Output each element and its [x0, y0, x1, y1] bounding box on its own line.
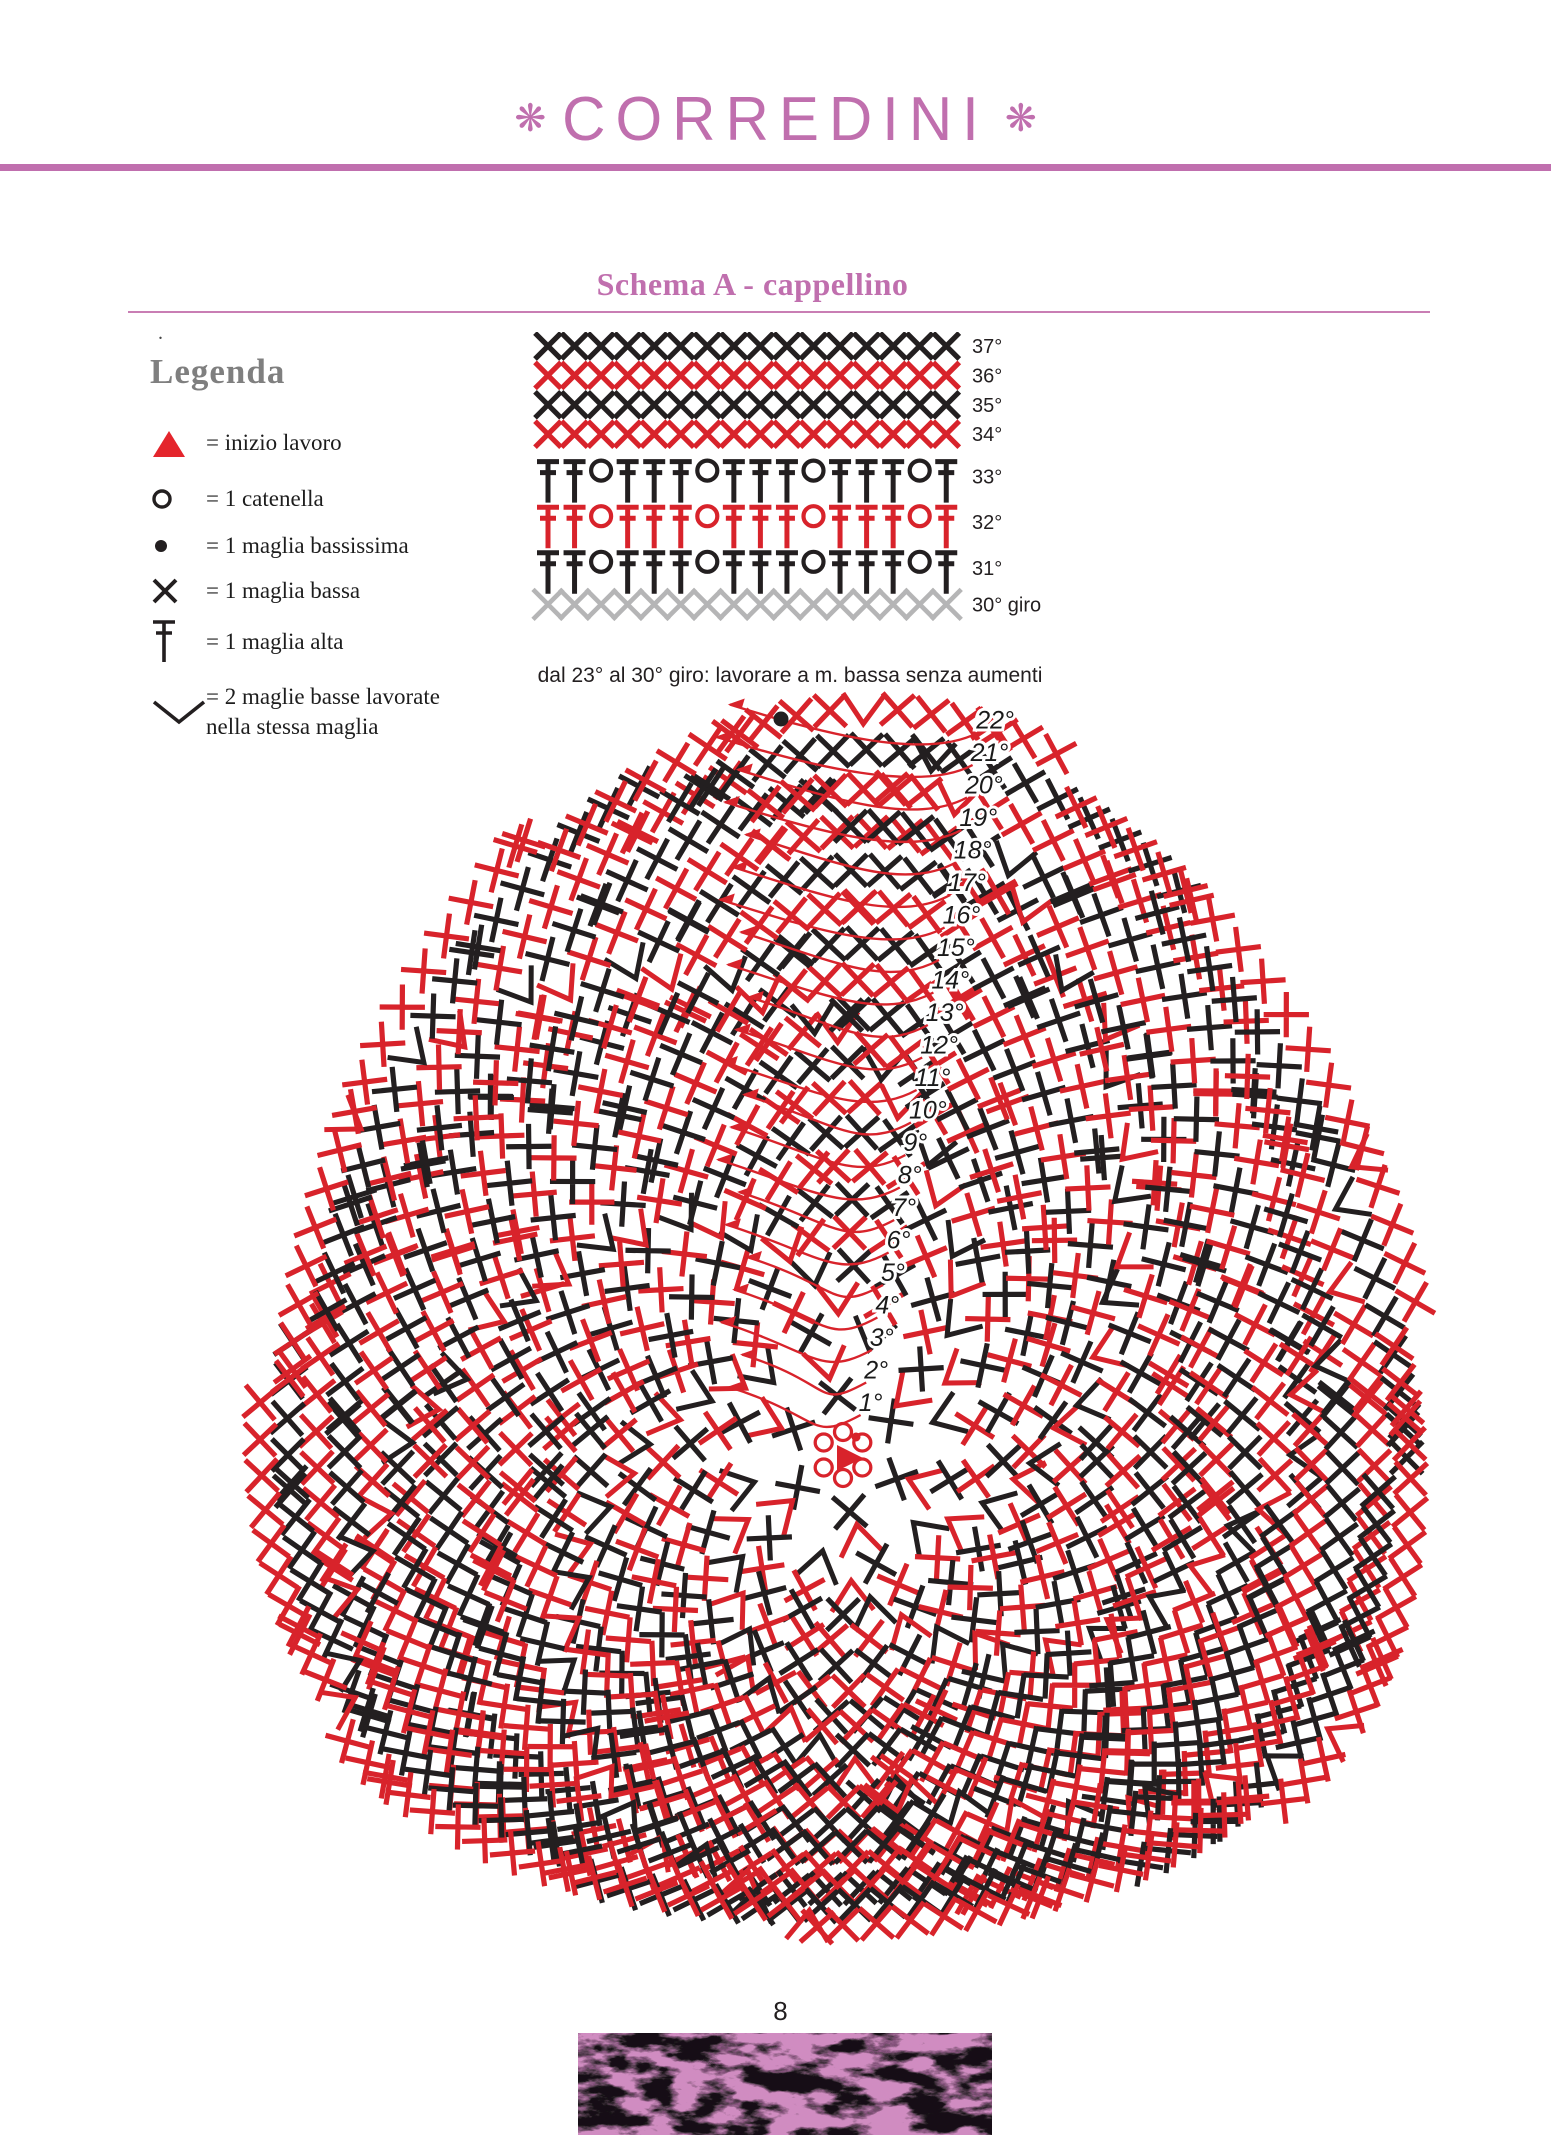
legend-label: = 1 maglia alta: [206, 629, 344, 655]
knit-photo: [578, 2033, 992, 2135]
legend-label: = inizio lavoro: [206, 430, 342, 456]
legend-label: = 1 maglia bassa: [206, 578, 361, 604]
stray-dot: .: [158, 322, 163, 344]
legend-title: Legenda: [150, 352, 286, 391]
svg-text:22°: 22°: [976, 706, 1015, 735]
svg-text:12°: 12°: [920, 1031, 959, 1060]
page-number: 8: [773, 1996, 788, 2026]
svg-text:20°: 20°: [965, 771, 1003, 800]
note-rounds-23-30: dal 23° al 30° giro: lavorare a m. bassa senza aumenti: [537, 664, 1043, 687]
schema-title: Schema A - cappellino: [596, 266, 909, 302]
flower-ornament-left-icon: ❋: [514, 98, 547, 140]
svg-text:4°: 4°: [875, 1291, 900, 1320]
svg-text:8°: 8°: [897, 1161, 922, 1190]
svg-text:21°: 21°: [970, 739, 1009, 767]
flower-ornament-right-icon: ❋: [1004, 98, 1037, 140]
svg-text:14°: 14°: [931, 966, 970, 995]
svg-text:6°: 6°: [886, 1226, 911, 1255]
svg-text:11°: 11°: [914, 1064, 951, 1092]
svg-text:19°: 19°: [959, 804, 998, 832]
page-title: CORREDINI: [562, 83, 989, 154]
svg-text:5°: 5°: [881, 1259, 905, 1287]
svg-text:16°: 16°: [942, 901, 981, 930]
svg-text:7°: 7°: [892, 1194, 917, 1222]
slip-stitch-dot: [774, 712, 789, 727]
svg-text:32°: 32°: [972, 512, 1003, 535]
svg-text:35°: 35°: [972, 394, 1003, 417]
svg-text:34°: 34°: [972, 424, 1003, 447]
svg-text:15°: 15°: [937, 934, 975, 962]
legend-label: = 1 catenella: [206, 486, 324, 511]
svg-text:30° giro: 30° giro: [972, 594, 1042, 617]
svg-text:18°: 18°: [953, 836, 992, 865]
svg-text:33°: 33°: [972, 466, 1003, 489]
svg-text:1°: 1°: [858, 1389, 883, 1417]
svg-text:13°: 13°: [925, 999, 964, 1027]
legend-label: = 2 maglie basse lavorate nella stessa maglia: [206, 684, 440, 739]
svg-text:9°: 9°: [903, 1129, 928, 1157]
svg-text:31°: 31°: [972, 557, 1003, 580]
svg-text:17°: 17°: [948, 869, 987, 897]
legend-label: = 1 maglia bassissima: [206, 533, 409, 558]
svg-text:2°: 2°: [864, 1356, 889, 1385]
svg-text:36°: 36°: [972, 365, 1003, 388]
svg-text:3°: 3°: [869, 1324, 894, 1352]
svg-text:37°: 37°: [972, 336, 1003, 358]
center-start-cluster: [815, 1424, 871, 1487]
texture-noise: [578, 2033, 992, 2135]
svg-text:10°: 10°: [909, 1096, 947, 1125]
